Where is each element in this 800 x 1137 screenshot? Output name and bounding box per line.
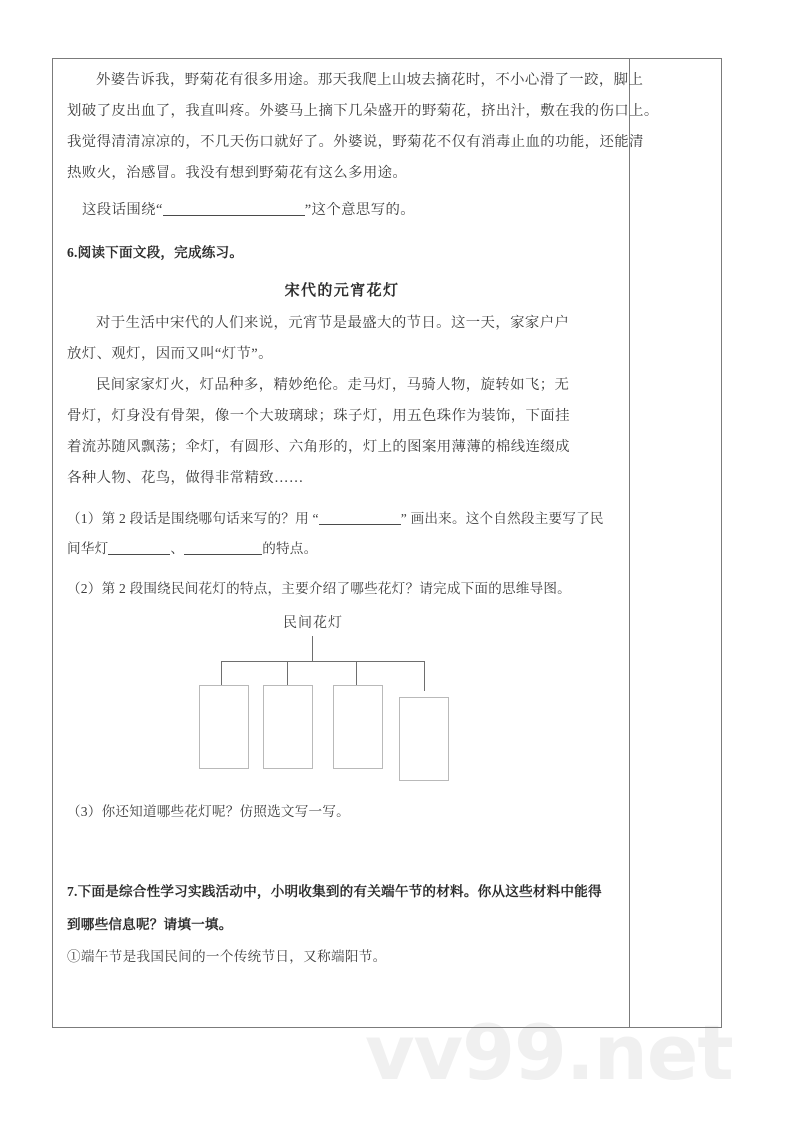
mindmap-answer-box[interactable] xyxy=(333,685,383,769)
mindmap-diagram xyxy=(67,612,617,797)
sub-q1-text-c: 间华灯 xyxy=(67,541,109,556)
question-7-line-2: 到哪些信息呢？请填一填。 xyxy=(67,917,233,932)
article-line: 骨灯，灯身没有骨架，像一个大玻璃球；珠子灯，用五色珠作为装饰，下面挂 xyxy=(67,408,570,424)
sub-q1-text-e: 的特点。 xyxy=(262,541,318,556)
mindmap-answer-box[interactable] xyxy=(263,685,313,769)
article-line: 各种人物、花鸟，做得非常精致…… xyxy=(67,470,304,486)
article-line: 着流苏随风飘荡；伞灯，有圆形、六角形的，灯上的图案用薄薄的棉线连缀成 xyxy=(67,439,570,455)
mindmap-answer-box[interactable] xyxy=(199,685,249,769)
sub-q1-text-b: ” 画出来。这个自然段主要写了民 xyxy=(400,511,604,526)
mindmap-drop-line xyxy=(356,661,357,685)
sub-question-1-line-2 xyxy=(67,534,617,564)
mindmap-drop-line xyxy=(287,661,288,685)
answer-blank[interactable] xyxy=(319,524,401,525)
sub-question-1-line-1 xyxy=(67,504,617,534)
mindmap-answer-box[interactable] xyxy=(399,697,449,781)
article-paragraph-2 xyxy=(67,370,617,494)
article-line: 对于生活中宋代的人们来说，元宵节是最盛大的节日。这一天，家家户户 xyxy=(96,315,570,331)
article-paragraph-1 xyxy=(67,308,617,370)
sub-q1-text-d: 、 xyxy=(170,541,185,556)
fill-prompt-prefix: 这段话围绕“ xyxy=(82,202,163,218)
passage-block-top xyxy=(67,65,659,189)
sub-q1-text-a: （1）第 2 段话是围绕哪句话来写的？用 “ xyxy=(67,511,319,526)
worksheet-table-frame xyxy=(52,58,722,1028)
mindmap-root-stem xyxy=(312,636,313,662)
mindmap-drop-line xyxy=(424,661,425,691)
sub-question-3: （3）你还知道哪些花灯呢？仿照选文写一写。 xyxy=(67,804,350,819)
fill-in-prompt xyxy=(67,195,617,226)
fill-prompt-suffix: ”这个意思写的。 xyxy=(304,202,416,218)
article-line: 放灯、观灯，因而又叫“灯节”。 xyxy=(67,346,273,362)
answer-blank[interactable] xyxy=(184,554,262,555)
answer-blank[interactable] xyxy=(163,215,305,216)
material-item: ①端午节是我国民间的一个传统节日，又称端阳节。 xyxy=(67,949,387,964)
site-watermark: vv99.net xyxy=(365,1008,733,1097)
question-7-line-1: 7.下面是综合性学习实践活动中，小明收集到的有关端午节的材料。你从这些材料中能得 xyxy=(67,884,602,899)
worksheet-content-column xyxy=(53,59,659,1027)
passage-line: 我觉得清清凉凉的，不几天伤口就好了。外婆说，野菊花不仅有消毒止血的功能，还能清 xyxy=(67,134,644,150)
answer-blank[interactable] xyxy=(108,554,170,555)
passage-line: 外婆告诉我，野菊花有很多用途。那天我爬上山坡去摘花时，不小心滑了一跤，脚上 xyxy=(96,72,644,88)
passage-line: 划破了皮出血了，我直叫疼。外婆马上摘下几朵盛开的野菊花，挤出汁，敷在我的伤口上。 xyxy=(67,103,659,119)
mindmap-root-label: 民间花灯 xyxy=(283,616,343,631)
sub-question-2: （2）第 2 段围绕民间花灯的特点，主要介绍了哪些花灯？请完成下面的思维导图。 xyxy=(67,581,571,596)
question-6-stem: 6.阅读下面文段，完成练习。 xyxy=(67,245,244,260)
article-line: 民间家家灯火，灯品种多，精妙绝伦。走马灯，马骑人物，旋转如飞；无 xyxy=(96,377,570,393)
mindmap-drop-line xyxy=(221,661,222,685)
passage-line: 热败火，治感冒。我没有想到野菊花有这么多用途。 xyxy=(67,165,408,181)
right-margin-column xyxy=(630,59,722,1027)
mindmap-horizontal-bar xyxy=(221,661,425,662)
article-title: 宋代的元宵花灯 xyxy=(284,283,400,299)
